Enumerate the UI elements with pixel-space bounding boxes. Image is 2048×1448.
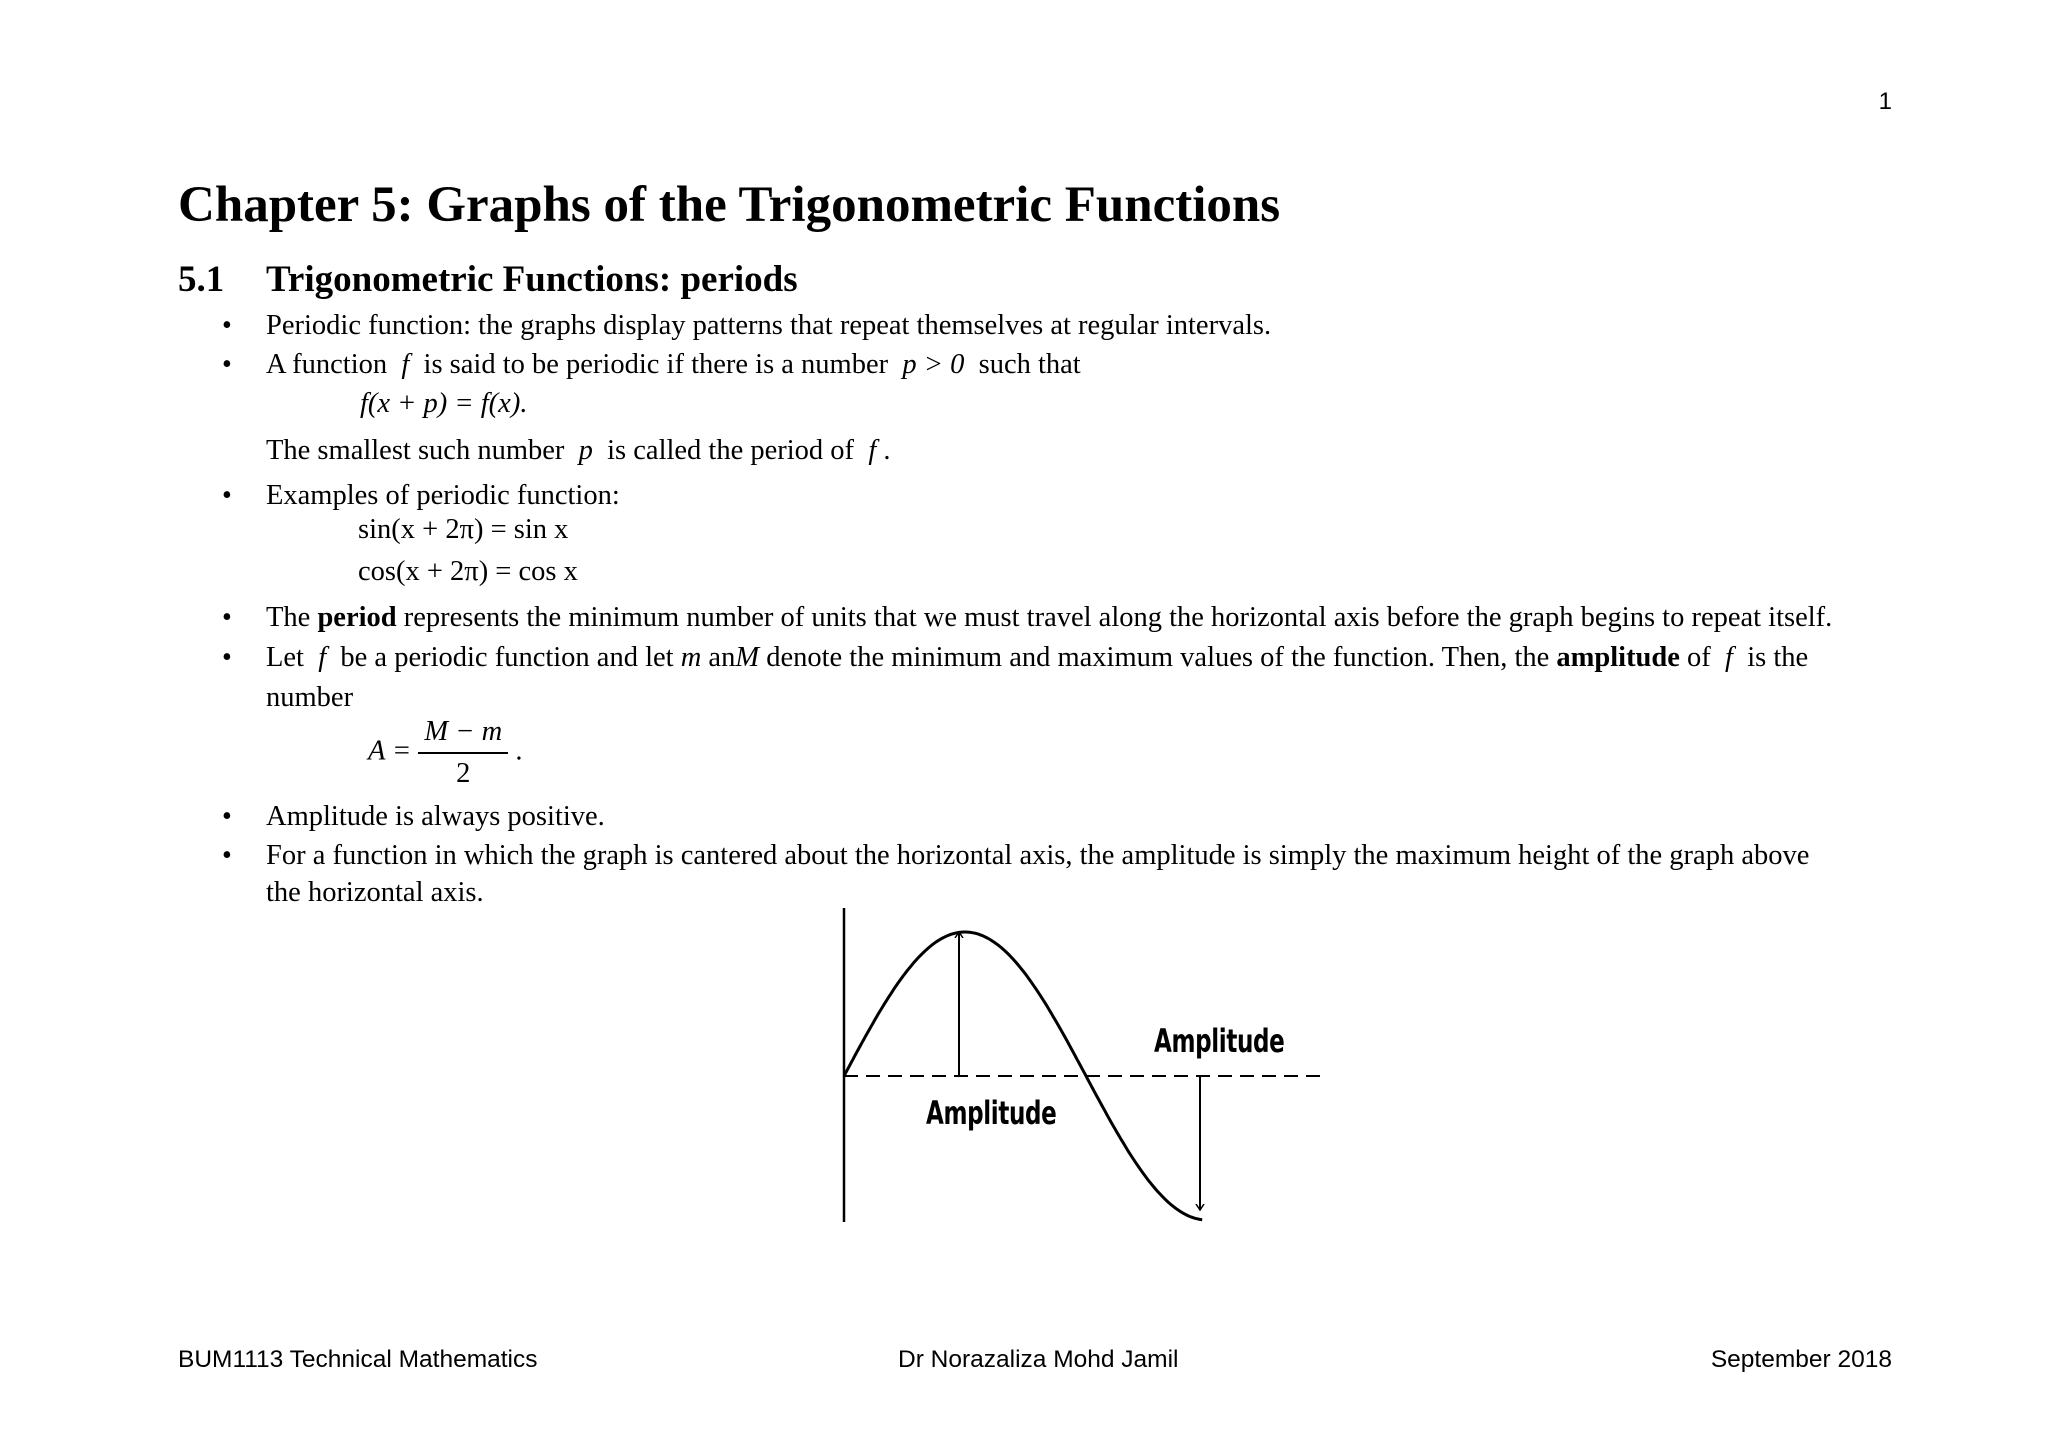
bullet-marker: • [222, 310, 232, 341]
text-segment: such that [978, 349, 1081, 380]
footer-author: Dr Norazaliza Mohd Jamil [898, 1346, 1179, 1373]
equation-periodicity: f(x + p) = f(x). [360, 388, 528, 419]
bullet-marker: • [222, 801, 232, 832]
fraction-denominator: 2 [456, 758, 471, 789]
period-definition-text [266, 432, 890, 469]
chapter-title: Chapter 5: Graphs of the Trigonometric Functions [178, 177, 1281, 233]
text-segment: is the [1747, 642, 1809, 673]
page-number: 1 [1878, 88, 1892, 115]
text-segment: is said to be periodic if there is a number [423, 349, 889, 380]
bullet-amplitude-positive: Amplitude is always positive. [266, 801, 605, 832]
math-var-m: m [680, 642, 702, 673]
bullet-centered-graph-cont: the horizontal axis. [266, 877, 484, 908]
text-segment: represents the minimum number of units that we must travel along the horizontal axis before the graph begins to repeat itself. [403, 602, 1833, 633]
text-segment: is called the period of [607, 435, 855, 466]
bold-term-period: period [317, 602, 397, 633]
math-inequality: p > 0 [902, 349, 965, 380]
equation-cosine-period: cos(x + 2π) = cos x [358, 556, 578, 587]
amplitude-figure [830, 900, 1330, 1230]
text-segment: The [266, 602, 311, 633]
amplitude-label-lower: Amplitude [926, 1094, 1057, 1132]
text-segment: of [1687, 642, 1711, 673]
math-var-f: f [318, 642, 327, 673]
bullet-period-meaning [266, 599, 1832, 636]
equation-lhs: A = [368, 735, 412, 767]
bullet-marker: • [222, 602, 232, 633]
bullet-amplitude-definition-cont: number [266, 682, 354, 713]
math-var-f: f [1725, 642, 1733, 673]
bullet-marker: • [222, 480, 232, 511]
amplitude-label-upper: Amplitude [1154, 1022, 1285, 1060]
equation-end: . [515, 735, 523, 767]
text-segment: . [883, 435, 891, 466]
bullet-centered-graph: For a function in which the graph is cantered about the horizontal axis, the amplitude is simply the maximum height of the graph above [266, 840, 1810, 871]
fraction [418, 716, 508, 790]
text-segment: Let [266, 642, 304, 673]
math-var-f: f [868, 435, 877, 466]
equation-sine-period: sin(x + 2π) = sin x [358, 514, 569, 545]
equation-amplitude [368, 716, 522, 790]
bullet-marker: • [222, 840, 232, 871]
bold-term-amplitude: amplitude [1556, 642, 1680, 673]
bullet-marker: • [222, 642, 232, 673]
section-title: Trigonometric Functions: periods [266, 259, 798, 300]
text-segment: be a periodic function and let [340, 642, 674, 673]
fraction-numerator: M − m [418, 716, 508, 754]
bullet-marker: • [222, 349, 232, 380]
footer-date: September 2018 [1710, 1346, 1892, 1373]
text-segment: A function [266, 349, 388, 380]
text-segment: The smallest such number [266, 435, 565, 466]
bullet-periodic-definition: Periodic function: the graphs display patterns that repeat themselves at regular intervals. [266, 310, 1272, 341]
math-var-p: p [578, 435, 593, 466]
math-var-M: M [735, 642, 760, 673]
bullet-periodic-condition [266, 346, 1081, 383]
bullet-amplitude-definition [266, 639, 1808, 676]
math-var-f: f [401, 349, 410, 380]
section-number: 5.1 [178, 259, 225, 300]
text-segment: denote the minimum and maximum values of the function. Then, the [766, 642, 1550, 673]
footer-course: BUM1113 Technical Mathematics [178, 1346, 538, 1373]
bullet-examples: Examples of periodic function: [266, 480, 620, 511]
text-segment: an [708, 642, 736, 673]
